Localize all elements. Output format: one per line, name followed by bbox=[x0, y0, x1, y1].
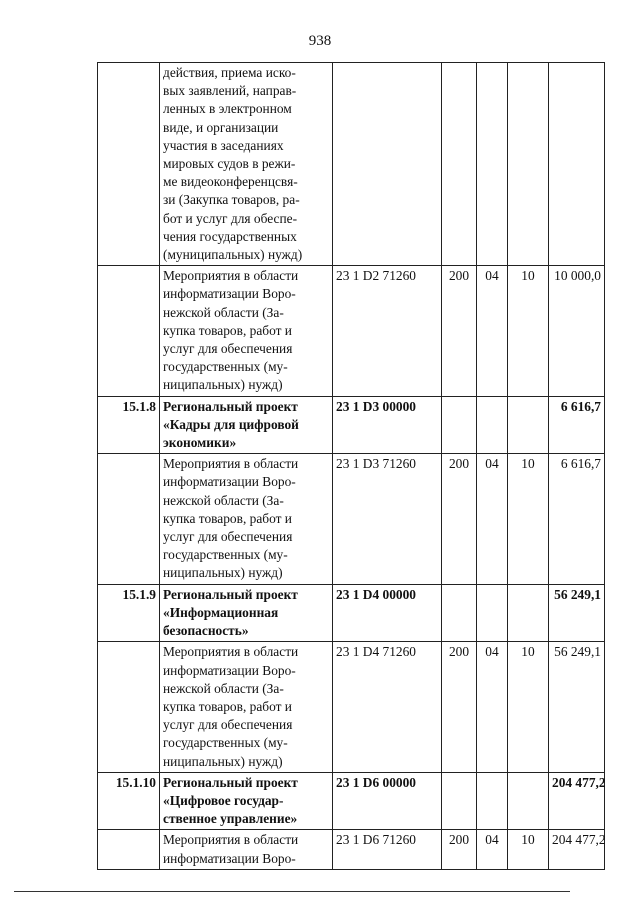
row-code-cell: 23 1 D2 71260 bbox=[333, 266, 442, 396]
page-number: 938 bbox=[308, 33, 332, 49]
row-name-line: Региональный проект bbox=[163, 586, 298, 602]
row-name-line: «Цифровое государ- bbox=[163, 792, 284, 808]
row-subsection-cell bbox=[508, 584, 549, 642]
row-name-cell bbox=[160, 642, 333, 772]
row-section-cell: 04 bbox=[477, 642, 508, 772]
row-subsection-cell: 10 bbox=[508, 454, 549, 584]
row-name-line: нежской области (За- bbox=[163, 492, 284, 508]
row-subsection-cell bbox=[508, 772, 549, 830]
row-name-line: экономики» bbox=[163, 435, 237, 451]
row-sum-cell: 204 477,2 bbox=[549, 830, 605, 869]
row-name-line: Мероприятия в области bbox=[163, 268, 299, 284]
row-name-cell bbox=[160, 584, 333, 642]
row-name-line: купка товаров, работ и bbox=[163, 698, 292, 714]
row-name-line: Региональный проект bbox=[163, 398, 298, 414]
row-subsection-cell: 10 bbox=[508, 266, 549, 396]
row-code-cell: 23 1 D3 00000 bbox=[333, 396, 442, 454]
row-name-cell bbox=[160, 772, 333, 830]
row-name-cell bbox=[160, 396, 333, 454]
row-expense-type-cell bbox=[442, 63, 477, 266]
row-sum-cell: 204 477,2 bbox=[549, 772, 605, 830]
budget-table bbox=[97, 62, 605, 870]
row-number-cell: 15.1.9 bbox=[98, 584, 160, 642]
row-expense-type-cell: 200 bbox=[442, 266, 477, 396]
row-name-line: ниципальных) нужд) bbox=[163, 753, 283, 769]
row-sum-cell: 6 616,7 bbox=[549, 396, 605, 454]
row-code-cell: 23 1 D6 00000 bbox=[333, 772, 442, 830]
row-expense-type-cell: 200 bbox=[442, 830, 477, 869]
row-name-line: (муниципальных) нужд) bbox=[163, 247, 303, 263]
row-code-cell: 23 1 D3 71260 bbox=[333, 454, 442, 584]
row-code-cell: 23 1 D4 71260 bbox=[333, 642, 442, 772]
row-name-line: информатизации Воро- bbox=[163, 850, 296, 866]
row-name-line: чения государственных bbox=[163, 228, 297, 244]
row-name-line: действия, приема иско- bbox=[163, 65, 296, 80]
row-name-cell bbox=[160, 830, 333, 869]
row-number-cell bbox=[98, 830, 160, 869]
table-row-project bbox=[98, 396, 605, 454]
row-number-cell bbox=[98, 642, 160, 772]
row-name-line: Мероприятия в области bbox=[163, 832, 299, 848]
row-number-cell bbox=[98, 454, 160, 584]
row-number-cell bbox=[98, 63, 160, 266]
row-name-line: услуг для обеспечения bbox=[163, 341, 293, 357]
row-subsection-cell bbox=[508, 63, 549, 266]
row-name-line: информатизации Воро- bbox=[163, 662, 296, 678]
row-name-line: купка товаров, работ и bbox=[163, 510, 292, 526]
row-name-line: государственных (му- bbox=[163, 735, 288, 751]
row-section-cell bbox=[477, 584, 508, 642]
row-number-cell bbox=[98, 266, 160, 396]
row-name-line: виде, и организации bbox=[163, 119, 279, 135]
table-row bbox=[98, 63, 605, 266]
table-row-project bbox=[98, 772, 605, 830]
row-name-line: услуг для обеспечения bbox=[163, 717, 293, 733]
row-name-line: государственных (му- bbox=[163, 547, 288, 563]
row-name-line: ме видеоконференцсвя- bbox=[163, 174, 298, 190]
row-sum-cell bbox=[549, 63, 605, 266]
row-sum-cell: 56 249,1 bbox=[549, 584, 605, 642]
table-row bbox=[98, 454, 605, 584]
row-section-cell: 04 bbox=[477, 454, 508, 584]
row-name-line: Региональный проект bbox=[163, 774, 298, 790]
row-section-cell: 04 bbox=[477, 830, 508, 869]
row-code-cell: 23 1 D4 00000 bbox=[333, 584, 442, 642]
row-name-cell bbox=[160, 63, 333, 266]
table-row bbox=[98, 266, 605, 396]
row-name-line: ниципальных) нужд) bbox=[163, 565, 283, 581]
row-name-line: нежской области (За- bbox=[163, 680, 284, 696]
row-name-line: ниципальных) нужд) bbox=[163, 377, 283, 393]
row-name-line: нежской области (За- bbox=[163, 304, 284, 320]
row-section-cell: 04 bbox=[477, 266, 508, 396]
table-row bbox=[98, 642, 605, 772]
row-name-line: государственных (му- bbox=[163, 359, 288, 375]
row-name-cell bbox=[160, 266, 333, 396]
row-name-line: информатизации Воро- bbox=[163, 474, 296, 490]
row-sum-cell: 10 000,0 bbox=[549, 266, 605, 396]
row-expense-type-cell bbox=[442, 584, 477, 642]
row-name-line: ственное управление» bbox=[163, 811, 298, 827]
row-expense-type-cell bbox=[442, 772, 477, 830]
row-name-line: зи (Закупка товаров, ра- bbox=[163, 192, 300, 208]
row-name-cell bbox=[160, 454, 333, 584]
row-name-line: безопасность» bbox=[163, 623, 249, 639]
table-row-project bbox=[98, 584, 605, 642]
row-expense-type-cell: 200 bbox=[442, 454, 477, 584]
row-number-cell: 15.1.8 bbox=[98, 396, 160, 454]
row-name-line: мировых судов в режи- bbox=[163, 156, 296, 172]
table-row bbox=[98, 830, 605, 869]
row-name-line: бот и услуг для обеспе- bbox=[163, 210, 298, 226]
row-name-line: Мероприятия в области bbox=[163, 456, 299, 472]
row-sum-cell: 56 249,1 bbox=[549, 642, 605, 772]
footer-rule bbox=[14, 891, 570, 892]
row-name-line: «Информационная bbox=[163, 604, 279, 620]
row-number-cell: 15.1.10 bbox=[98, 772, 160, 830]
row-name-line: «Кадры для цифровой bbox=[163, 416, 299, 432]
row-name-line: купка товаров, работ и bbox=[163, 322, 292, 338]
row-section-cell bbox=[477, 772, 508, 830]
budget-table-body bbox=[98, 63, 605, 870]
row-expense-type-cell: 200 bbox=[442, 642, 477, 772]
row-name-line: Мероприятия в области bbox=[163, 644, 299, 660]
row-subsection-cell: 10 bbox=[508, 642, 549, 772]
row-section-cell bbox=[477, 396, 508, 454]
row-expense-type-cell bbox=[442, 396, 477, 454]
row-name-line: вых заявлений, направ- bbox=[163, 83, 297, 99]
row-subsection-cell bbox=[508, 396, 549, 454]
row-name-line: информатизации Воро- bbox=[163, 286, 296, 302]
row-code-cell bbox=[333, 63, 442, 266]
row-section-cell bbox=[477, 63, 508, 266]
row-subsection-cell: 10 bbox=[508, 830, 549, 869]
row-name-line: участия в заседаниях bbox=[163, 137, 284, 153]
row-sum-cell: 6 616,7 bbox=[549, 454, 605, 584]
row-name-line: ленных в электронном bbox=[163, 101, 292, 117]
row-code-cell: 23 1 D6 71260 bbox=[333, 830, 442, 869]
row-name-line: услуг для обеспечения bbox=[163, 529, 293, 545]
